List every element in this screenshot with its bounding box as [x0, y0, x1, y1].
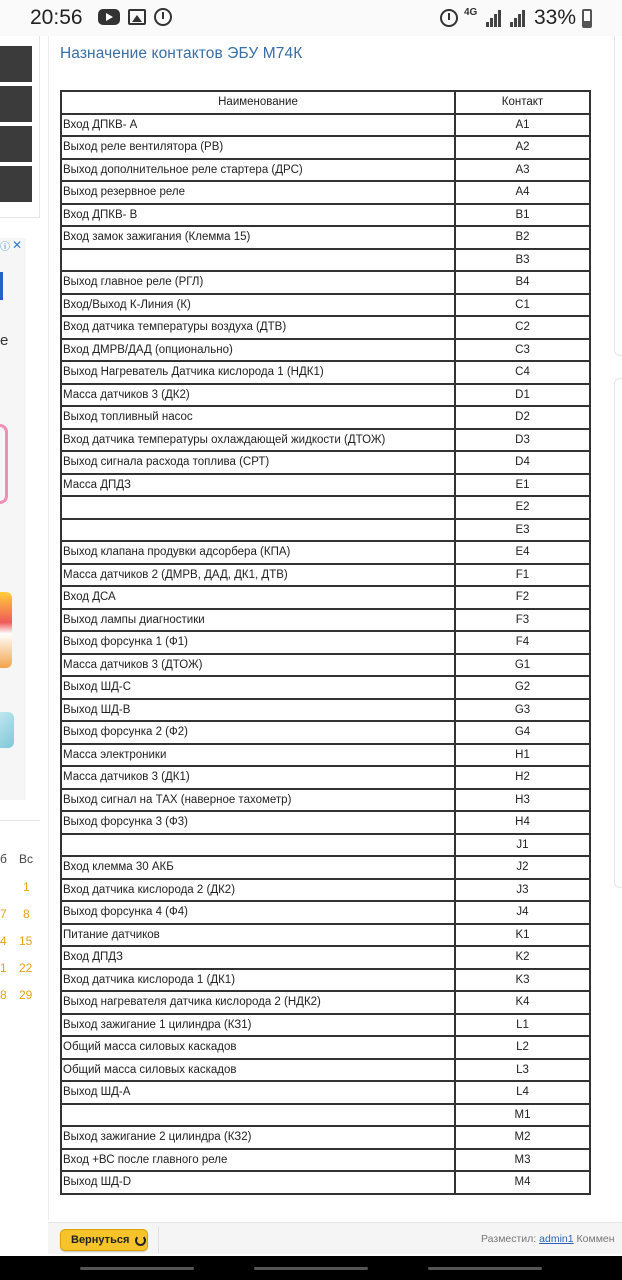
pin-function-cell: Масса датчиков 3 (ДТОЖ)	[61, 654, 455, 677]
table-row	[61, 249, 590, 272]
calendar-date[interactable]: 1	[0, 961, 7, 975]
table-row	[61, 384, 590, 407]
table-row	[61, 159, 590, 182]
table-row	[61, 181, 590, 204]
table-row	[61, 834, 590, 857]
right-sidebar-fragment	[614, 378, 622, 888]
menu-item-fragment[interactable]	[0, 126, 32, 162]
pin-id-cell: D4	[455, 451, 590, 474]
table-row	[61, 271, 590, 294]
table-row	[61, 519, 590, 542]
pin-function-cell: Масса электроники	[61, 744, 455, 767]
pin-function-cell: Общий масса силовых каскадов	[61, 1036, 455, 1059]
refresh-icon	[135, 1235, 146, 1246]
table-row	[61, 946, 590, 969]
pin-id-cell: F1	[455, 564, 590, 587]
recent-apps-button[interactable]	[80, 1267, 194, 1270]
table-row	[61, 564, 590, 587]
network-type-icon: 4G	[463, 7, 478, 18]
pin-id-cell: A2	[455, 136, 590, 159]
pin-id-cell: M2	[455, 1126, 590, 1149]
pin-function-cell: Выход форсунка 1 (Ф1)	[61, 631, 455, 654]
posted-by	[481, 1233, 615, 1245]
table-row	[61, 856, 590, 879]
table-row	[61, 136, 590, 159]
pin-function-cell: Общий масса силовых каскадов	[61, 1059, 455, 1082]
pin-id-cell: C3	[455, 339, 590, 362]
pin-id-cell: J3	[455, 879, 590, 902]
table-row	[61, 1104, 590, 1127]
pin-function-cell: Вход датчика кислорода 1 (ДК1)	[61, 969, 455, 992]
table-row	[61, 586, 590, 609]
pin-id-cell: G4	[455, 721, 590, 744]
alarm-clock-icon	[440, 9, 458, 27]
pin-id-cell: H3	[455, 789, 590, 812]
table-row	[61, 226, 590, 249]
pin-id-cell: K4	[455, 991, 590, 1014]
column-header-name: Наименование	[61, 91, 455, 114]
ad-image-fragment	[0, 272, 3, 300]
calendar-date[interactable]: 1	[23, 880, 30, 894]
signal-icon-2	[510, 9, 528, 27]
pin-id-cell: B1	[455, 204, 590, 227]
home-button[interactable]	[254, 1267, 368, 1270]
calendar-header-bar	[0, 820, 40, 850]
calendar-date[interactable]: 29	[19, 988, 33, 1002]
pin-function-cell: Выход сигнала расхода топлива (СРТ)	[61, 451, 455, 474]
pin-id-cell: H1	[455, 744, 590, 767]
menu-item-fragment[interactable]	[0, 46, 32, 82]
pin-id-cell: B4	[455, 271, 590, 294]
pin-id-cell: L2	[455, 1036, 590, 1059]
table-row	[61, 631, 590, 654]
pin-id-cell: G2	[455, 676, 590, 699]
pin-function-cell: Выход зажигание 2 цилиндра (КЗ2)	[61, 1126, 455, 1149]
alarm-icon	[154, 8, 172, 26]
left-sidebar-menu-fragment	[0, 36, 40, 218]
menu-item-fragment[interactable]	[0, 86, 32, 122]
author-link[interactable]: admin1	[539, 1233, 574, 1245]
pin-function-cell: Выход главное реле (РГЛ)	[61, 271, 455, 294]
pin-id-cell: L1	[455, 1014, 590, 1037]
back-button[interactable]	[60, 1229, 148, 1251]
pin-id-cell: J1	[455, 834, 590, 857]
pin-id-cell: F3	[455, 609, 590, 632]
table-row	[61, 654, 590, 677]
table-row	[61, 294, 590, 317]
calendar-date[interactable]: 4	[0, 934, 7, 948]
pin-function-cell: Вход ДСА	[61, 586, 455, 609]
pin-id-cell: E2	[455, 496, 590, 519]
pin-function-cell: Масса датчиков 2 (ДМРВ, ДАД, ДК1, ДТВ)	[61, 564, 455, 587]
pin-function-cell: Выход форсунка 3 (Ф3)	[61, 811, 455, 834]
pin-id-cell: A4	[455, 181, 590, 204]
ad-image-fragment	[0, 424, 8, 504]
pin-function-cell	[61, 834, 455, 857]
footer-divider	[158, 1227, 159, 1253]
pin-id-cell: L4	[455, 1081, 590, 1104]
table-row	[61, 1081, 590, 1104]
youtube-icon	[98, 9, 120, 25]
table-row	[61, 1059, 590, 1082]
calendar-day-header: Вс	[19, 852, 34, 866]
pin-id-cell: K1	[455, 924, 590, 947]
posted-by-label: Разместил:	[481, 1233, 537, 1245]
pin-function-cell: Вход ДПКВ- А	[61, 114, 455, 137]
pin-function-cell: Выход нагревателя датчика кислорода 2 (НДК2)	[61, 991, 455, 1014]
pin-id-cell: F4	[455, 631, 590, 654]
pin-id-cell: H2	[455, 766, 590, 789]
pin-id-cell: F2	[455, 586, 590, 609]
table-row	[61, 1149, 590, 1172]
pin-id-cell: E1	[455, 474, 590, 497]
table-row	[61, 361, 590, 384]
battery-percent: 33%	[533, 6, 576, 29]
pin-id-cell: D3	[455, 429, 590, 452]
pin-function-cell: Вход замок зажигания (Клемма 15)	[61, 226, 455, 249]
column-header-pin: Контакт	[455, 91, 590, 114]
pin-function-cell: Выход лампы диагностики	[61, 609, 455, 632]
ad-close-icon[interactable]: ✕	[12, 238, 23, 252]
system-icons	[440, 6, 592, 30]
table-row	[61, 1171, 590, 1194]
table-body	[61, 114, 590, 1194]
calendar-day-header: б	[0, 852, 7, 866]
pin-id-cell: B3	[455, 249, 590, 272]
pin-function-cell: Вход датчика температуры охлаждающей жидкости (ДТОЖ)	[61, 429, 455, 452]
table-row	[61, 766, 590, 789]
pin-function-cell: Вход +ВС после главного реле	[61, 1149, 455, 1172]
status-time: 20:56	[30, 6, 83, 29]
pin-id-cell: C4	[455, 361, 590, 384]
pin-id-cell: K2	[455, 946, 590, 969]
pin-id-cell: G1	[455, 654, 590, 677]
pin-id-cell: B2	[455, 226, 590, 249]
pin-function-cell: Выход ШД-А	[61, 1081, 455, 1104]
table-row	[61, 879, 590, 902]
table-row	[61, 1036, 590, 1059]
pin-function-cell: Выход ШД-В	[61, 699, 455, 722]
pin-id-cell: H4	[455, 811, 590, 834]
pin-function-cell: Вход ДМРВ/ДАД (опционально)	[61, 339, 455, 362]
pin-function-cell: Вход ДПКВ- В	[61, 204, 455, 227]
pin-id-cell: G3	[455, 699, 590, 722]
table-row	[61, 429, 590, 452]
pin-function-cell: Выход ШД-D	[61, 1171, 455, 1194]
ad-image-fragment	[0, 592, 12, 668]
calendar-date[interactable]: 15	[19, 934, 33, 948]
table-row	[61, 541, 590, 564]
table-header-row	[61, 91, 590, 114]
pin-function-cell	[61, 496, 455, 519]
table-row	[61, 339, 590, 362]
pin-id-cell: L3	[455, 1059, 590, 1082]
pin-function-cell: Выход форсунка 4 (Ф4)	[61, 901, 455, 924]
comments-label[interactable]: Коммен	[576, 1233, 615, 1245]
pin-id-cell: D2	[455, 406, 590, 429]
pin-id-cell: J2	[455, 856, 590, 879]
pin-function-cell: Выход реле вентилятора (РВ)	[61, 136, 455, 159]
ad-text-fragment: e	[0, 332, 9, 349]
table-row	[61, 699, 590, 722]
pin-function-cell: Выход форсунка 2 (Ф2)	[61, 721, 455, 744]
article-content	[48, 36, 614, 1220]
table-row	[61, 744, 590, 767]
ad-image-fragment	[0, 712, 14, 748]
pin-function-cell: Выход клапана продувки адсорбера (КПА)	[61, 541, 455, 564]
pinout-table	[60, 90, 591, 1195]
pin-id-cell: E3	[455, 519, 590, 542]
pin-id-cell: M4	[455, 1171, 590, 1194]
pin-function-cell: Масса датчиков 3 (ДК1)	[61, 766, 455, 789]
table-row	[61, 969, 590, 992]
pin-function-cell: Вход клемма 30 АКБ	[61, 856, 455, 879]
pin-function-cell: Выход резервное реле	[61, 181, 455, 204]
pin-id-cell: M1	[455, 1104, 590, 1127]
calendar-widget-fragment	[0, 820, 40, 1020]
table-row	[61, 721, 590, 744]
pin-function-cell: Выход Нагреватель Датчика кислорода 1 (НДК1)	[61, 361, 455, 384]
navigation-bar	[0, 1256, 622, 1280]
calendar-date[interactable]: 8	[0, 988, 7, 1002]
pin-function-cell: Питание датчиков	[61, 924, 455, 947]
table-row	[61, 114, 590, 137]
pin-id-cell: D1	[455, 384, 590, 407]
pin-function-cell: Выход зажигание 1 цилиндра (КЗ1)	[61, 1014, 455, 1037]
table-row	[61, 1014, 590, 1037]
table-row	[61, 204, 590, 227]
back-button-label: Вернуться	[71, 1234, 130, 1246]
pin-function-cell: Масса датчиков 3 (ДК2)	[61, 384, 455, 407]
article-footer	[48, 1222, 622, 1254]
table-row	[61, 676, 590, 699]
signal-icon-1	[486, 9, 504, 27]
pin-function-cell: Выход ШД-С	[61, 676, 455, 699]
pin-id-cell: M3	[455, 1149, 590, 1172]
pin-function-cell: Вход ДПДЗ	[61, 946, 455, 969]
battery-icon	[582, 9, 592, 28]
pin-function-cell: Масса ДПДЗ	[61, 474, 455, 497]
pin-function-cell: Вход датчика кислорода 2 (ДК2)	[61, 879, 455, 902]
calendar-date[interactable]: 22	[19, 961, 33, 975]
table-row	[61, 901, 590, 924]
table-row	[61, 924, 590, 947]
pin-function-cell: Выход дополнительное реле стартера (ДРС)	[61, 159, 455, 182]
pin-id-cell: A3	[455, 159, 590, 182]
table-row	[61, 406, 590, 429]
ad-info-icon[interactable]: ⓘ	[0, 242, 10, 253]
table-row	[61, 1126, 590, 1149]
table-row	[61, 451, 590, 474]
back-nav-button[interactable]	[428, 1267, 542, 1270]
pin-function-cell: Выход топливный насос	[61, 406, 455, 429]
table-row	[61, 474, 590, 497]
pin-function-cell: Вход/Выход К-Линия (К)	[61, 294, 455, 317]
pin-id-cell: J4	[455, 901, 590, 924]
pin-function-cell: Выход сигнал на ТАХ (наверное тахометр)	[61, 789, 455, 812]
table-row	[61, 811, 590, 834]
table-row	[61, 789, 590, 812]
notification-icons	[98, 8, 172, 26]
pin-id-cell: C2	[455, 316, 590, 339]
pin-id-cell: E4	[455, 541, 590, 564]
gallery-icon	[128, 9, 146, 25]
table-row	[61, 496, 590, 519]
pin-function-cell: Вход датчика температуры воздуха (ДТВ)	[61, 316, 455, 339]
table-row	[61, 991, 590, 1014]
pin-id-cell: C1	[455, 294, 590, 317]
pin-id-cell: K3	[455, 969, 590, 992]
table-row	[61, 609, 590, 632]
pin-function-cell	[61, 249, 455, 272]
calendar-date[interactable]: 7	[0, 907, 7, 921]
pin-id-cell: A1	[455, 114, 590, 137]
calendar-date[interactable]: 8	[23, 907, 30, 921]
right-sidebar-fragment	[614, 36, 622, 356]
status-bar	[0, 0, 622, 36]
pin-function-cell	[61, 1104, 455, 1127]
menu-item-fragment[interactable]	[0, 166, 32, 202]
pin-function-cell	[61, 519, 455, 542]
table-row	[61, 316, 590, 339]
article-title: Назначение контактов ЭБУ М74К	[60, 45, 303, 62]
